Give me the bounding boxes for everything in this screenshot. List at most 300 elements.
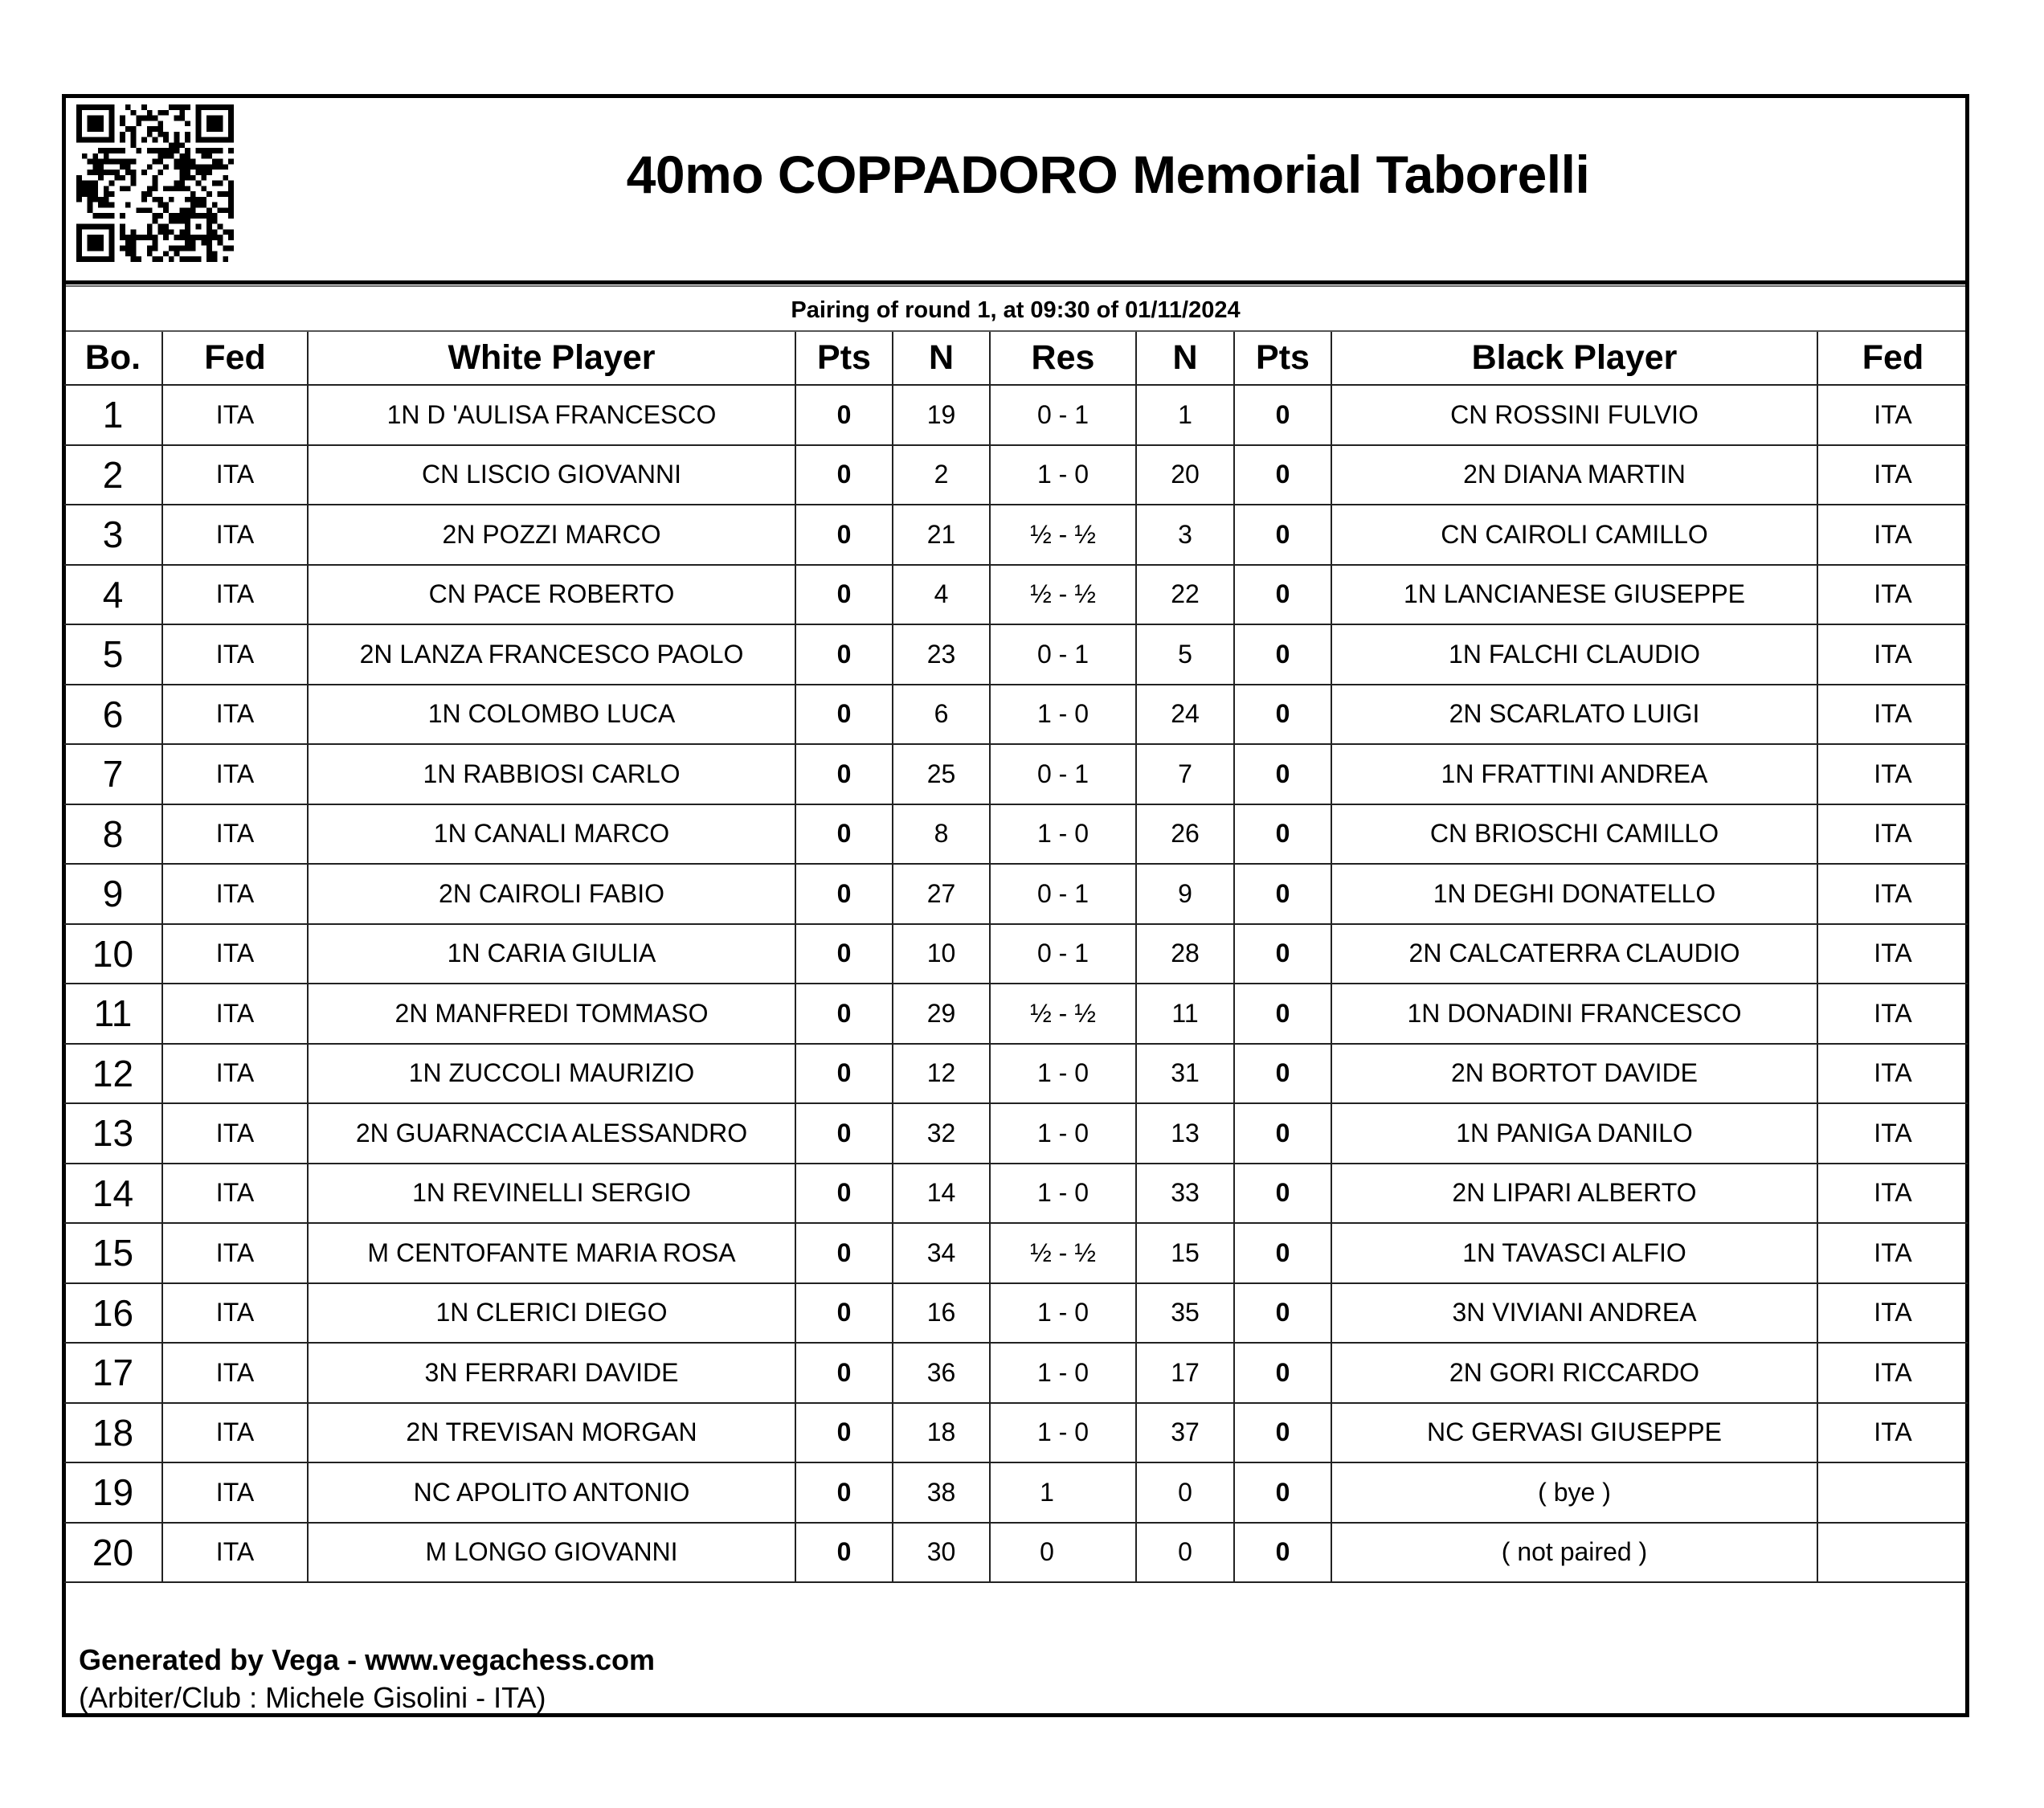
- qr-module: [179, 229, 185, 235]
- qr-module: [206, 256, 212, 262]
- qr-module: [136, 235, 141, 240]
- qr-module: [141, 170, 147, 175]
- table-row: [64, 1164, 1968, 1224]
- black-fed: ITA: [1817, 1343, 1968, 1403]
- qr-module: [212, 121, 218, 126]
- black-player: ( bye ): [1331, 1462, 1817, 1523]
- black-pts: 0: [1234, 1103, 1331, 1164]
- qr-module: [185, 148, 190, 153]
- qr-module: [206, 191, 212, 197]
- black-pts: 0: [1234, 984, 1331, 1044]
- qr-module: [163, 132, 169, 137]
- black-pts: 0: [1234, 1462, 1331, 1523]
- qr-module: [153, 159, 158, 165]
- qr-module: [196, 181, 202, 186]
- header-white-player: White Player: [308, 332, 795, 385]
- qr-module: [157, 229, 163, 235]
- qr-module: [131, 246, 137, 252]
- white-pts: 0: [795, 624, 893, 685]
- qr-module: [109, 110, 115, 116]
- white-n: 21: [893, 505, 990, 565]
- black-player: 2N SCARLATO LUIGI: [1331, 685, 1817, 745]
- qr-module: [196, 256, 202, 262]
- table-row: [64, 685, 1968, 745]
- qr-module: [147, 110, 153, 116]
- qr-module: [218, 191, 223, 197]
- qr-module: [92, 181, 98, 186]
- qr-module: [212, 164, 218, 170]
- white-fed: ITA: [162, 1462, 308, 1523]
- qr-module: [201, 202, 206, 208]
- qr-module: [228, 116, 234, 121]
- black-player: CN ROSSINI FULVIO: [1331, 385, 1817, 445]
- board-number: 16: [64, 1283, 162, 1344]
- qr-module: [174, 181, 180, 186]
- white-n: 12: [893, 1044, 990, 1104]
- qr-module: [157, 170, 163, 175]
- black-pts: 0: [1234, 1164, 1331, 1224]
- qr-module: [190, 159, 196, 165]
- qr-module: [179, 142, 185, 148]
- pairing-sheet: [62, 94, 1969, 1717]
- qr-module: [153, 240, 158, 246]
- black-n: 31: [1136, 1044, 1234, 1104]
- white-n: 34: [893, 1223, 990, 1283]
- qr-module: [179, 159, 185, 165]
- white-player: 2N LANZA FRANCESCO PAOLO: [308, 624, 795, 685]
- qr-module: [120, 116, 125, 121]
- qr-module: [92, 240, 98, 246]
- qr-module: [76, 126, 82, 132]
- black-player: ( not paired ): [1331, 1523, 1817, 1583]
- qr-module: [125, 170, 131, 175]
- qr-module: [206, 229, 212, 235]
- qr-module: [218, 126, 223, 132]
- qr-module: [201, 235, 206, 240]
- qr-module: [185, 121, 190, 126]
- pairings-table: [64, 332, 1968, 1583]
- board-number: 20: [64, 1523, 162, 1583]
- qr-module: [206, 104, 212, 110]
- qr-module: [82, 224, 88, 230]
- qr-module: [109, 121, 115, 126]
- black-pts: 0: [1234, 385, 1331, 445]
- qr-module: [109, 202, 115, 208]
- qr-module: [206, 207, 212, 213]
- result: 1 - 0: [990, 804, 1136, 865]
- qr-module: [98, 240, 104, 246]
- qr-module: [218, 104, 223, 110]
- qr-module: [109, 229, 115, 235]
- qr-module: [163, 224, 169, 230]
- table-row: [64, 924, 1968, 984]
- black-pts: 0: [1234, 864, 1331, 924]
- qr-module: [109, 116, 115, 121]
- qr-module: [174, 251, 180, 256]
- white-pts: 0: [795, 1343, 893, 1403]
- qr-module: [169, 148, 174, 153]
- white-pts: 0: [795, 1164, 893, 1224]
- qr-module: [120, 175, 125, 181]
- result: ½ - ½: [990, 505, 1136, 565]
- white-player: CN LISCIO GIOVANNI: [308, 445, 795, 505]
- qr-module: [153, 197, 158, 202]
- qr-module: [147, 148, 153, 153]
- qr-module: [228, 229, 234, 235]
- qr-module: [196, 110, 202, 116]
- black-fed: ITA: [1817, 804, 1968, 865]
- black-n: 24: [1136, 685, 1234, 745]
- qr-module: [169, 142, 174, 148]
- qr-module: [163, 235, 169, 240]
- table-row: [64, 1523, 1968, 1583]
- qr-module: [141, 191, 147, 197]
- qr-module: [223, 137, 228, 143]
- qr-module: [88, 197, 93, 202]
- white-player: 1N REVINELLI SERGIO: [308, 1164, 795, 1224]
- qr-module: [131, 137, 137, 143]
- qr-module: [153, 219, 158, 224]
- qr-module: [125, 126, 131, 132]
- qr-module: [88, 191, 93, 197]
- qr-module: [147, 207, 153, 213]
- qr-module: [174, 148, 180, 153]
- qr-module: [98, 164, 104, 170]
- qr-module: [125, 251, 131, 256]
- black-pts: 0: [1234, 685, 1331, 745]
- black-fed: ITA: [1817, 1044, 1968, 1104]
- qr-module: [120, 148, 125, 153]
- black-fed: ITA: [1817, 1164, 1968, 1224]
- qr-module: [98, 159, 104, 165]
- table-row: [64, 385, 1968, 445]
- qr-module: [228, 213, 234, 219]
- qr-module: [104, 197, 109, 202]
- qr-module: [185, 170, 190, 175]
- qr-code-icon: [76, 104, 234, 262]
- qr-module: [92, 159, 98, 165]
- board-number: 12: [64, 1044, 162, 1104]
- qr-module: [98, 148, 104, 153]
- qr-module: [185, 175, 190, 181]
- qr-module: [125, 186, 131, 191]
- qr-module: [228, 186, 234, 191]
- tournament-title: 40mo COPPADORO Memorial Taborelli: [626, 145, 1590, 204]
- black-fed: ITA: [1817, 565, 1968, 625]
- white-pts: 0: [795, 505, 893, 565]
- qr-module: [206, 246, 212, 252]
- table-row: [64, 505, 1968, 565]
- black-pts: 0: [1234, 1223, 1331, 1283]
- qr-module: [157, 256, 163, 262]
- qr-module: [92, 246, 98, 252]
- table-row: [64, 1103, 1968, 1164]
- result: ½ - ½: [990, 565, 1136, 625]
- qr-module: [98, 256, 104, 262]
- qr-module: [206, 148, 212, 153]
- qr-module: [136, 207, 141, 213]
- qr-module: [88, 240, 93, 246]
- qr-module: [223, 246, 228, 252]
- white-n: 27: [893, 864, 990, 924]
- black-fed: ITA: [1817, 1403, 1968, 1463]
- qr-module: [174, 186, 180, 191]
- board-number: 13: [64, 1103, 162, 1164]
- board-number: 5: [64, 624, 162, 685]
- qr-module: [82, 104, 88, 110]
- white-player: 2N GUARNACCIA ALESSANDRO: [308, 1103, 795, 1164]
- qr-module: [190, 191, 196, 197]
- qr-module: [185, 246, 190, 252]
- qr-module: [223, 229, 228, 235]
- qr-module: [88, 116, 93, 121]
- white-fed: ITA: [162, 924, 308, 984]
- header-white-n: N: [893, 332, 990, 385]
- qr-module: [169, 104, 174, 110]
- qr-module: [153, 213, 158, 219]
- white-player: 1N ZUCCOLI MAURIZIO: [308, 1044, 795, 1104]
- qr-module: [88, 207, 93, 213]
- qr-module: [218, 116, 223, 121]
- qr-module: [76, 104, 82, 110]
- qr-module: [141, 104, 147, 110]
- qr-module: [174, 132, 180, 137]
- qr-module: [218, 148, 223, 153]
- white-n: 18: [893, 1403, 990, 1463]
- result: ½ - ½: [990, 984, 1136, 1044]
- result: 0 - 1: [990, 624, 1136, 685]
- qr-module: [76, 197, 82, 202]
- qr-module: [174, 142, 180, 148]
- qr-module: [174, 246, 180, 252]
- result: 1 - 0: [990, 1164, 1136, 1224]
- white-n: 23: [893, 624, 990, 685]
- qr-module: [109, 191, 115, 197]
- qr-module: [228, 121, 234, 126]
- black-player: CN CAIROLI CAMILLO: [1331, 505, 1817, 565]
- black-fed: [1817, 1462, 1968, 1523]
- black-n: 37: [1136, 1403, 1234, 1463]
- white-n: 16: [893, 1283, 990, 1344]
- qr-module: [179, 207, 185, 213]
- qr-module: [131, 229, 137, 235]
- qr-module: [153, 175, 158, 181]
- qr-module: [82, 181, 88, 186]
- black-fed: [1817, 1523, 1968, 1583]
- qr-module: [185, 235, 190, 240]
- qr-module: [98, 126, 104, 132]
- white-pts: 0: [795, 1403, 893, 1463]
- qr-module: [228, 235, 234, 240]
- qr-module: [114, 148, 120, 153]
- qr-module: [92, 164, 98, 170]
- qr-module: [109, 132, 115, 137]
- qr-module: [179, 235, 185, 240]
- qr-module: [153, 148, 158, 153]
- qr-module: [163, 164, 169, 170]
- qr-module: [228, 191, 234, 197]
- white-player: NC APOLITO ANTONIO: [308, 1462, 795, 1523]
- black-player: 2N LIPARI ALBERTO: [1331, 1164, 1817, 1224]
- qr-module: [185, 197, 190, 202]
- header-black-player: Black Player: [1331, 332, 1817, 385]
- black-n: 5: [1136, 624, 1234, 685]
- qr-module: [196, 137, 202, 143]
- qr-module: [131, 175, 137, 181]
- qr-module: [179, 219, 185, 224]
- qr-module: [147, 246, 153, 252]
- table-row: [64, 864, 1968, 924]
- black-player: 1N DEGHI DONATELLO: [1331, 864, 1817, 924]
- qr-module: [131, 235, 137, 240]
- black-fed: ITA: [1817, 1103, 1968, 1164]
- qr-module: [147, 251, 153, 256]
- white-n: 19: [893, 385, 990, 445]
- qr-module: [92, 197, 98, 202]
- black-player: 1N PANIGA DANILO: [1331, 1103, 1817, 1164]
- qr-module: [228, 126, 234, 132]
- qr-module: [88, 186, 93, 191]
- qr-module: [125, 235, 131, 240]
- result: 1 - 0: [990, 1103, 1136, 1164]
- white-player: M CENTOFANTE MARIA ROSA: [308, 1223, 795, 1283]
- qr-module: [218, 159, 223, 165]
- white-player: 1N COLOMBO LUCA: [308, 685, 795, 745]
- black-n: 17: [1136, 1343, 1234, 1403]
- black-n: 35: [1136, 1283, 1234, 1344]
- qr-module: [201, 197, 206, 202]
- qr-module: [120, 132, 125, 137]
- qr-module: [109, 181, 115, 186]
- qr-module: [125, 164, 131, 170]
- qr-module: [104, 159, 109, 165]
- white-player: 3N FERRARI DAVIDE: [308, 1343, 795, 1403]
- qr-module: [174, 213, 180, 219]
- qr-module: [174, 137, 180, 143]
- qr-module: [196, 235, 202, 240]
- black-player: 1N LANCIANESE GIUSEPPE: [1331, 565, 1817, 625]
- white-n: 29: [893, 984, 990, 1044]
- qr-module: [163, 202, 169, 208]
- qr-module: [174, 219, 180, 224]
- qr-module: [201, 175, 206, 181]
- white-fed: ITA: [162, 1403, 308, 1463]
- qr-module: [104, 148, 109, 153]
- qr-module: [212, 213, 218, 219]
- qr-module: [206, 116, 212, 121]
- white-fed: ITA: [162, 1223, 308, 1283]
- qr-module: [169, 246, 174, 252]
- qr-module: [147, 235, 153, 240]
- qr-module: [98, 137, 104, 143]
- qr-module: [131, 181, 137, 186]
- qr-module: [212, 229, 218, 235]
- qr-module: [206, 153, 212, 159]
- qr-module: [76, 256, 82, 262]
- qr-module: [82, 137, 88, 143]
- qr-module: [212, 148, 218, 153]
- qr-module: [206, 170, 212, 175]
- white-fed: ITA: [162, 984, 308, 1044]
- white-player: 2N POZZI MARCO: [308, 505, 795, 565]
- qr-module: [228, 104, 234, 110]
- qr-module: [212, 126, 218, 132]
- qr-module: [92, 256, 98, 262]
- qr-module: [120, 137, 125, 143]
- qr-module: [98, 224, 104, 230]
- qr-module: [206, 213, 212, 219]
- qr-module: [141, 137, 147, 143]
- qr-module: [169, 186, 174, 191]
- board-number: 11: [64, 984, 162, 1044]
- qr-module: [109, 246, 115, 252]
- white-fed: ITA: [162, 864, 308, 924]
- qr-module: [179, 186, 185, 191]
- qr-module: [201, 164, 206, 170]
- qr-module: [120, 159, 125, 165]
- white-n: 14: [893, 1164, 990, 1224]
- table-row: [64, 1462, 1968, 1523]
- black-player: 1N FALCHI CLAUDIO: [1331, 624, 1817, 685]
- qr-module: [228, 137, 234, 143]
- qr-module: [88, 104, 93, 110]
- black-player: 1N TAVASCI ALFIO: [1331, 1223, 1817, 1283]
- white-pts: 0: [795, 1223, 893, 1283]
- white-n: 6: [893, 685, 990, 745]
- qr-module: [185, 213, 190, 219]
- qr-module: [169, 219, 174, 224]
- qr-module: [76, 175, 82, 181]
- result: 0 - 1: [990, 864, 1136, 924]
- table-row: [64, 1283, 1968, 1344]
- qr-module: [120, 235, 125, 240]
- white-pts: 0: [795, 804, 893, 865]
- result: 1: [990, 1462, 1136, 1523]
- qr-module: [120, 121, 125, 126]
- board-number: 4: [64, 565, 162, 625]
- qr-module: [174, 104, 180, 110]
- black-fed: ITA: [1817, 1223, 1968, 1283]
- qr-module: [141, 235, 147, 240]
- qr-module: [131, 142, 137, 148]
- qr-module: [153, 256, 158, 262]
- qr-module: [228, 132, 234, 137]
- qr-module: [92, 191, 98, 197]
- qr-module: [206, 251, 212, 256]
- qr-module: [109, 256, 115, 262]
- result: 1 - 0: [990, 1343, 1136, 1403]
- qr-module: [76, 240, 82, 246]
- qr-module: [218, 224, 223, 230]
- white-fed: ITA: [162, 624, 308, 685]
- qr-module: [147, 229, 153, 235]
- black-player: 1N FRATTINI ANDREA: [1331, 744, 1817, 804]
- qr-module: [120, 224, 125, 230]
- qr-module: [76, 110, 82, 116]
- black-n: 9: [1136, 864, 1234, 924]
- qr-module: [179, 181, 185, 186]
- qr-module: [92, 116, 98, 121]
- qr-module: [223, 175, 228, 181]
- qr-module: [174, 235, 180, 240]
- qr-module: [88, 159, 93, 165]
- qr-module: [169, 256, 174, 262]
- qr-module: [104, 202, 109, 208]
- header-black-fed: Fed: [1817, 332, 1968, 385]
- qr-module: [114, 159, 120, 165]
- qr-module: [98, 121, 104, 126]
- white-fed: ITA: [162, 1103, 308, 1164]
